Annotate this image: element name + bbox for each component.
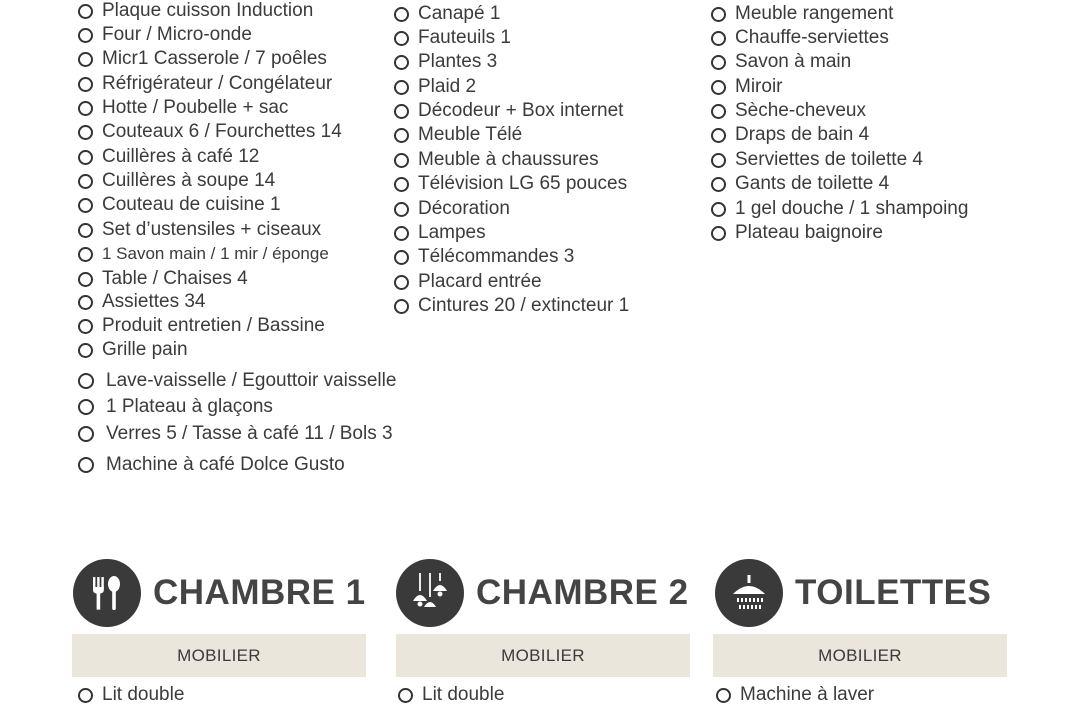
- category-bar-chambre-1: MOBILIER: [72, 634, 366, 677]
- fork-spoon-icon: [73, 559, 141, 627]
- checkbox-circle-icon[interactable]: [78, 28, 93, 43]
- checkbox-circle-icon[interactable]: [78, 52, 93, 67]
- checklist-item[interactable]: Grille pain: [78, 339, 188, 361]
- checklist-item[interactable]: Lampes: [394, 222, 486, 244]
- checklist-item[interactable]: Cintures 20 / extincteur 1: [394, 295, 629, 317]
- checkbox-circle-icon[interactable]: [78, 399, 94, 415]
- checklist-item[interactable]: Chauffe-serviettes: [711, 27, 889, 49]
- checkbox-circle-icon[interactable]: [78, 101, 93, 116]
- shower-icon: [715, 559, 783, 627]
- checklist-item[interactable]: Plaque cuisson Induction: [78, 0, 313, 22]
- checkbox-circle-icon[interactable]: [78, 150, 93, 165]
- checkbox-circle-icon[interactable]: [78, 223, 93, 238]
- checkbox-circle-icon[interactable]: [78, 319, 93, 334]
- checklist-item[interactable]: Draps de bain 4: [711, 124, 869, 146]
- checkbox-circle-icon[interactable]: [394, 177, 409, 192]
- checklist-item[interactable]: Lit double: [78, 684, 184, 706]
- checklist-item[interactable]: Couteaux 6 / Fourchettes 14: [78, 121, 342, 143]
- checkbox-circle-icon[interactable]: [78, 247, 93, 262]
- checklist-item[interactable]: Meuble rangement: [711, 3, 893, 25]
- checklist-item[interactable]: Réfrigérateur / Congélateur: [78, 73, 332, 95]
- checkbox-circle-icon[interactable]: [711, 104, 726, 119]
- checkbox-circle-icon[interactable]: [711, 202, 726, 217]
- checkbox-circle-icon[interactable]: [78, 4, 93, 19]
- checkbox-circle-icon[interactable]: [394, 55, 409, 70]
- category-bar-toilettes: MOBILIER: [713, 634, 1007, 677]
- checkbox-circle-icon[interactable]: [78, 272, 93, 287]
- checklist-item[interactable]: Télévision LG 65 pouces: [394, 173, 627, 195]
- checklist-item[interactable]: 1 Plateau à glaçons: [78, 396, 273, 418]
- section-title: CHAMBRE 2: [476, 573, 689, 612]
- checkbox-circle-icon[interactable]: [394, 153, 409, 168]
- checklist-item[interactable]: Couteau de cuisine 1: [78, 194, 281, 216]
- checklist-item[interactable]: 1 Savon main / 1 mir / éponge: [78, 243, 329, 265]
- checklist-item[interactable]: Four / Micro-onde: [78, 24, 252, 46]
- checkbox-circle-icon[interactable]: [78, 125, 93, 140]
- checkbox-circle-icon[interactable]: [711, 177, 726, 192]
- checklist-item[interactable]: Meuble à chaussures: [394, 149, 599, 171]
- checklist-item[interactable]: Plaid 2: [394, 76, 476, 98]
- checkbox-circle-icon[interactable]: [78, 426, 94, 442]
- checklist-item[interactable]: Gants de toilette 4: [711, 173, 889, 195]
- checkbox-circle-icon[interactable]: [78, 373, 94, 389]
- checklist-item[interactable]: Décoration: [394, 198, 510, 220]
- checklist-item[interactable]: Cuillères à café 12: [78, 146, 259, 168]
- checkbox-circle-icon[interactable]: [394, 250, 409, 265]
- checklist-item[interactable]: Savon à main: [711, 51, 851, 73]
- checklist-item[interactable]: Serviettes de toilette 4: [711, 149, 923, 171]
- category-bar-chambre-2: MOBILIER: [396, 634, 690, 677]
- checklist-item[interactable]: Produit entretien / Bassine: [78, 315, 325, 337]
- checklist-item[interactable]: Table / Chaises 4: [78, 268, 248, 290]
- checklist-item[interactable]: Micr1 Casserole / 7 poêles: [78, 48, 327, 70]
- checkbox-circle-icon[interactable]: [394, 299, 409, 314]
- checklist-item[interactable]: Machine à café Dolce Gusto: [78, 454, 345, 476]
- checklist-item[interactable]: Télécommandes 3: [394, 246, 574, 268]
- checkbox-circle-icon[interactable]: [394, 31, 409, 46]
- section-header-chambre-2: [396, 558, 689, 628]
- checkbox-circle-icon[interactable]: [78, 457, 94, 473]
- checklist-item[interactable]: Cuillères à soupe 14: [78, 170, 275, 192]
- section-title: TOILETTES: [795, 573, 992, 612]
- checkbox-circle-icon[interactable]: [78, 77, 93, 92]
- checklist-item[interactable]: Assiettes 34: [78, 291, 206, 313]
- checkbox-circle-icon[interactable]: [78, 295, 93, 310]
- checklist-item[interactable]: Machine à laver: [716, 684, 874, 706]
- checkbox-circle-icon[interactable]: [711, 128, 726, 143]
- checkbox-circle-icon[interactable]: [394, 80, 409, 95]
- checkbox-circle-icon[interactable]: [394, 128, 409, 143]
- checkbox-circle-icon[interactable]: [716, 688, 731, 703]
- checklist-item[interactable]: Meuble Télé: [394, 124, 522, 146]
- checklist-item[interactable]: Verres 5 / Tasse à café 11 / Bols 3: [78, 423, 393, 445]
- checklist-item[interactable]: 1 gel douche / 1 shampoing: [711, 198, 968, 220]
- section-title: CHAMBRE 1: [153, 573, 366, 612]
- checklist-item[interactable]: Canapé 1: [394, 3, 500, 25]
- section-header-chambre-1: [73, 558, 366, 628]
- ceiling-lamps-icon: [396, 559, 464, 627]
- checklist-item[interactable]: Set d’ustensiles + ciseaux: [78, 219, 321, 241]
- checklist-item[interactable]: Sèche-cheveux: [711, 100, 866, 122]
- checklist-item[interactable]: Lave-vaisselle / Egouttoir vaisselle: [78, 370, 396, 392]
- checkbox-circle-icon[interactable]: [711, 153, 726, 168]
- checklist-item[interactable]: Placard entrée: [394, 271, 542, 293]
- checkbox-circle-icon[interactable]: [78, 174, 93, 189]
- checkbox-circle-icon[interactable]: [394, 202, 409, 217]
- checkbox-circle-icon[interactable]: [711, 7, 726, 22]
- checkbox-circle-icon[interactable]: [711, 31, 726, 46]
- checklist-item[interactable]: Hotte / Poubelle + sac: [78, 97, 288, 119]
- checkbox-circle-icon[interactable]: [394, 226, 409, 241]
- checkbox-circle-icon[interactable]: [711, 226, 726, 241]
- checklist-item[interactable]: Décodeur + Box internet: [394, 100, 623, 122]
- checklist-item[interactable]: Plantes 3: [394, 51, 497, 73]
- checkbox-circle-icon[interactable]: [398, 688, 413, 703]
- checklist-item[interactable]: Miroir: [711, 76, 783, 98]
- section-header-toilettes: [715, 558, 991, 628]
- checkbox-circle-icon[interactable]: [394, 7, 409, 22]
- checklist-item[interactable]: Fauteuils 1: [394, 27, 511, 49]
- checkbox-circle-icon[interactable]: [78, 198, 93, 213]
- checkbox-circle-icon[interactable]: [711, 80, 726, 95]
- checklist-item[interactable]: Plateau baignoire: [711, 222, 883, 244]
- checklist-item[interactable]: Lit double: [398, 684, 504, 706]
- checkbox-circle-icon[interactable]: [394, 104, 409, 119]
- checkbox-circle-icon[interactable]: [78, 343, 93, 358]
- checkbox-circle-icon[interactable]: [394, 275, 409, 290]
- checkbox-circle-icon[interactable]: [711, 55, 726, 70]
- checkbox-circle-icon[interactable]: [78, 688, 93, 703]
